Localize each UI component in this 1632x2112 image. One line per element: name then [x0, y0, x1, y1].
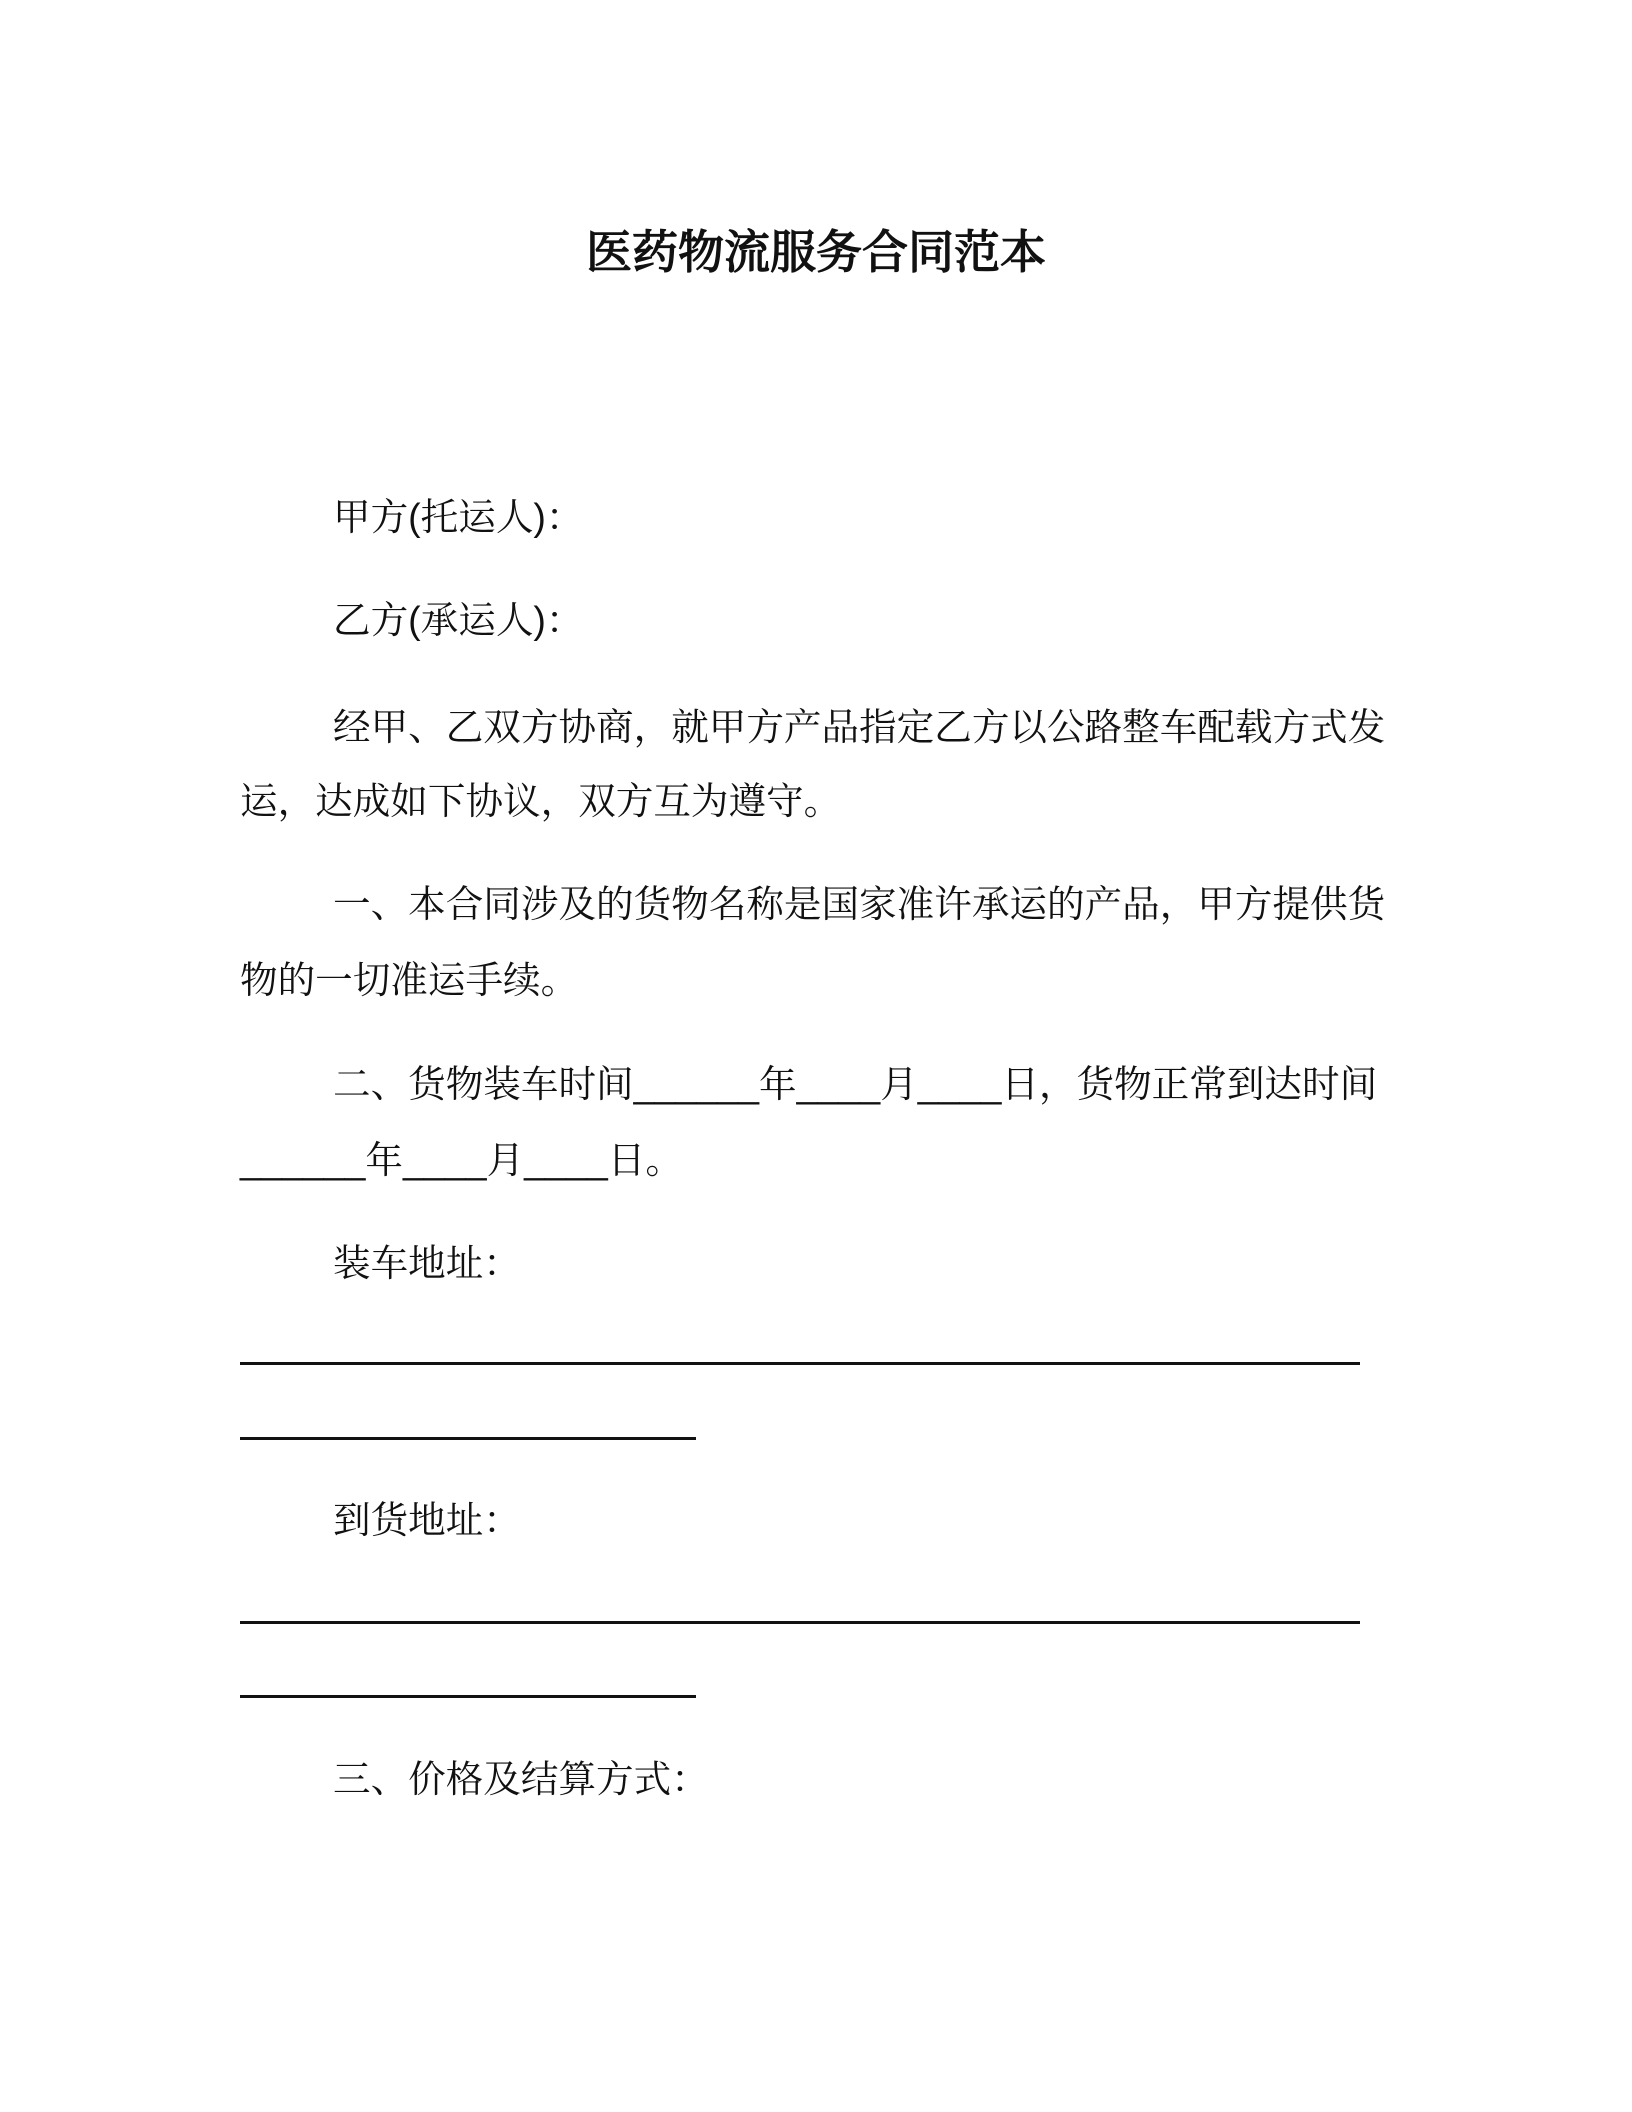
party-a-label: 甲方(托运人)：	[333, 496, 584, 538]
clause-1-line-1: 一、本合同涉及的货物名称是国家准许承运的产品，甲方提供货	[333, 883, 1386, 925]
clause-1-line-2: 物的一切准运手续。	[240, 959, 579, 1001]
clause-2-line-2: ______年____月____日。	[240, 1139, 683, 1181]
clause-2-line-1: 二、货物装车时间______年____月____日，货物正常到达时间	[333, 1063, 1378, 1105]
party-b-label: 乙方(承运人)：	[333, 599, 584, 641]
clause-3-heading: 三、价格及结算方式：	[333, 1758, 709, 1800]
loading-address-blank-line-1	[240, 1362, 1360, 1365]
loading-address-label: 装车地址：	[333, 1242, 521, 1284]
delivery-address-blank-line-2	[240, 1695, 696, 1698]
intro-line-2: 运，达成如下协议，双方互为遵守。	[240, 780, 842, 822]
loading-address-blank-line-2	[240, 1437, 696, 1440]
document-title: 医药物流服务合同范本	[586, 226, 1046, 278]
delivery-address-label: 到货地址：	[333, 1499, 521, 1541]
intro-line-1: 经甲、乙双方协商，就甲方产品指定乙方以公路整车配载方式发	[333, 706, 1386, 748]
delivery-address-blank-line-1	[240, 1621, 1360, 1624]
